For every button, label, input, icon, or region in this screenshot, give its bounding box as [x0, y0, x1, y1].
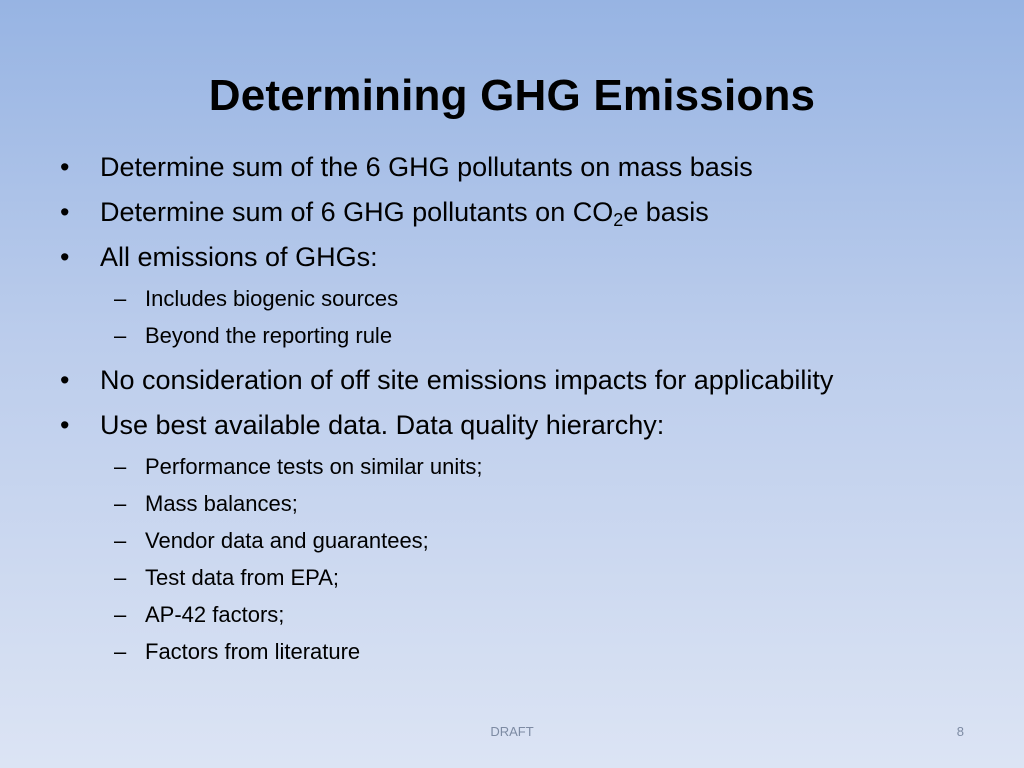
subitem-1	[58, 285, 998, 313]
bullet-mark: •	[60, 152, 70, 182]
slide-title: Determining GHG Emissions	[208, 71, 816, 120]
bullet-text: No consideration of off site emissions impacts for applicability	[100, 365, 834, 395]
bullet-mark: •	[60, 197, 70, 227]
subitem-7	[58, 601, 998, 629]
subitem-mark: –	[114, 565, 127, 590]
subitem-mark: –	[114, 286, 127, 311]
bullet-item-2	[58, 195, 998, 229]
subitem-6	[58, 564, 998, 592]
page-number: 8	[956, 724, 964, 739]
subitem-text: Performance tests on similar units;	[145, 454, 483, 479]
bullet-item-5	[58, 408, 998, 442]
subitem-text: Beyond the reporting rule	[145, 323, 393, 348]
bullet-item-3	[58, 240, 998, 274]
subitem-text: Factors from literature	[145, 639, 361, 664]
subitem-mark: –	[114, 528, 127, 553]
subitem-text: Mass balances;	[145, 491, 298, 516]
bullet-text: Determine sum of the 6 GHG pollutants on mass basis	[100, 152, 753, 182]
subitem-text: AP-42 factors;	[145, 602, 285, 627]
subitem-4	[58, 490, 998, 518]
subitem-mark: –	[114, 323, 127, 348]
bullet-text-part-2: e basis	[623, 197, 709, 227]
subitem-8	[58, 638, 998, 666]
subitem-5	[58, 527, 998, 555]
draft-footer: DRAFT	[490, 724, 534, 739]
subitem-mark: –	[114, 602, 127, 627]
subitem-3	[58, 453, 998, 481]
subitem-text: Vendor data and guarantees;	[145, 528, 429, 553]
subitem-mark: –	[114, 639, 127, 664]
bullet-mark: •	[60, 242, 70, 272]
bullet-text: All emissions of GHGs:	[100, 242, 378, 272]
subitem-mark: –	[114, 454, 127, 479]
subitem-2	[58, 322, 998, 350]
subitem-text: Includes biogenic sources	[145, 286, 399, 311]
bullet-text-part-1: Determine sum of 6 GHG pollutants on CO	[100, 197, 614, 227]
bullet-item-4	[58, 363, 998, 397]
subitem-mark: –	[114, 491, 127, 516]
bullet-text: Use best available data. Data quality hierarchy:	[100, 410, 665, 440]
bullet-mark: •	[60, 410, 70, 440]
co2-subscript: 2	[613, 210, 624, 230]
slide-content	[58, 150, 998, 675]
bullet-item-1	[58, 150, 998, 184]
subitem-text: Test data from EPA;	[145, 565, 340, 590]
bullet-mark: •	[60, 365, 70, 395]
